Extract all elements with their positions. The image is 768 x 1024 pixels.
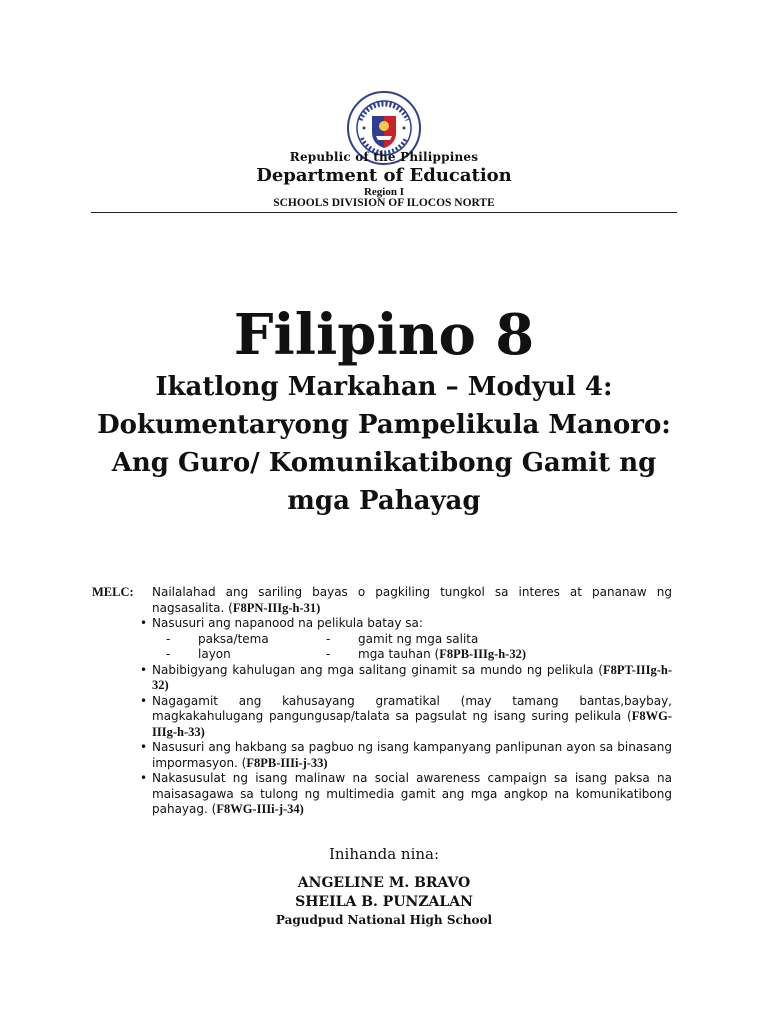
melc-sublist [166, 632, 672, 663]
melc-subitem-text: paksa/tema [198, 631, 269, 646]
melc-section [92, 585, 672, 818]
melc-item [138, 616, 672, 663]
dash-mark: - [166, 647, 171, 661]
melc-subitem-code: F8PB-IIIg-h-32) [439, 647, 527, 661]
melc-subitem-text: gamit ng mga salita [358, 631, 479, 646]
melc-item-code: F8WG-IIIg-h-33) [152, 709, 672, 739]
melc-item-text: Nabibigyang kahulugan ang mga salitang ginamit sa mundo ng pelikula ( [152, 662, 603, 677]
melc-item [138, 694, 672, 741]
republic-heading: Republic of the Philippines [289, 150, 479, 164]
melc-item-code: F8PT-IIIg-h-32) [152, 662, 672, 692]
author-name: SHEILA B. PUNZALAN [295, 894, 473, 910]
melc-subitem [166, 647, 326, 663]
melc-item-text: Nasusuri ang napanood na pelikula batay sa: [152, 616, 423, 630]
author-name: ANGELINE M. BRAVO [297, 875, 471, 891]
prepared-by-label: Inihanda nina: [328, 845, 440, 863]
melc-item [138, 663, 672, 694]
header-divider [91, 212, 677, 213]
melc-subitem-text: layon [198, 647, 231, 661]
melc-subitem-text: mga tauhan ( [358, 647, 440, 661]
melc-subitem [326, 632, 576, 648]
division-heading: SCHOOLS DIVISION OF ILOCOS NORTE [273, 197, 495, 209]
dash-mark: - [326, 647, 331, 661]
melc-subitem [166, 632, 326, 648]
melc-item-text: Nasusuri ang hakbang sa pagbuo ng isang kampanyang panlipunan ayon sa binasang impormasyon. ( [152, 740, 672, 770]
melc-intro-code: F8PN-IIIg-h-31) [232, 600, 321, 615]
dash-mark: - [326, 631, 331, 646]
melc-item [138, 771, 672, 818]
melc-subitem [326, 647, 576, 663]
melc-item-text: Nagagamit ang kahusayang gramatikal (may tamang bantas,baybay, magkakahulugang pangungusap/talata sa pagsulat ng isang suring pelikula ( [152, 693, 672, 723]
melc-label: MELC: [92, 585, 134, 599]
melc-item [138, 740, 672, 771]
dash-mark: - [166, 631, 171, 646]
module-title: Filipino 8 [233, 302, 535, 368]
melc-intro [152, 585, 672, 616]
region-heading: Region I [363, 186, 405, 198]
module-subtitle: Ikatlong Markahan – Modyul 4: Dokumentaryong Pampelikula Manoro: Ang Guro/ Komunikatibong Gamit ng mga Pahayag [97, 372, 671, 516]
melc-intro-text: Nailalahad ang sariling bayas o pagkiling tungkol sa interes at pananaw ng nagsasalita. ( [152, 585, 672, 615]
department-heading: Department of Education [256, 165, 512, 186]
school-name: Pagudpud National High School [275, 913, 493, 927]
melc-item-code: F8WG-IIIi-j-34) [216, 802, 304, 816]
melc-item-code: F8PB-IIIi-j-33) [246, 755, 328, 770]
melc-list [138, 616, 672, 818]
melc-item-text: Nakasusulat ng isang malinaw na social awareness campaign sa isang paksa na maisasagawa sa tulong ng multimedia gamit ang mga angkop na komunikatibong pahayag. ( [152, 771, 672, 816]
